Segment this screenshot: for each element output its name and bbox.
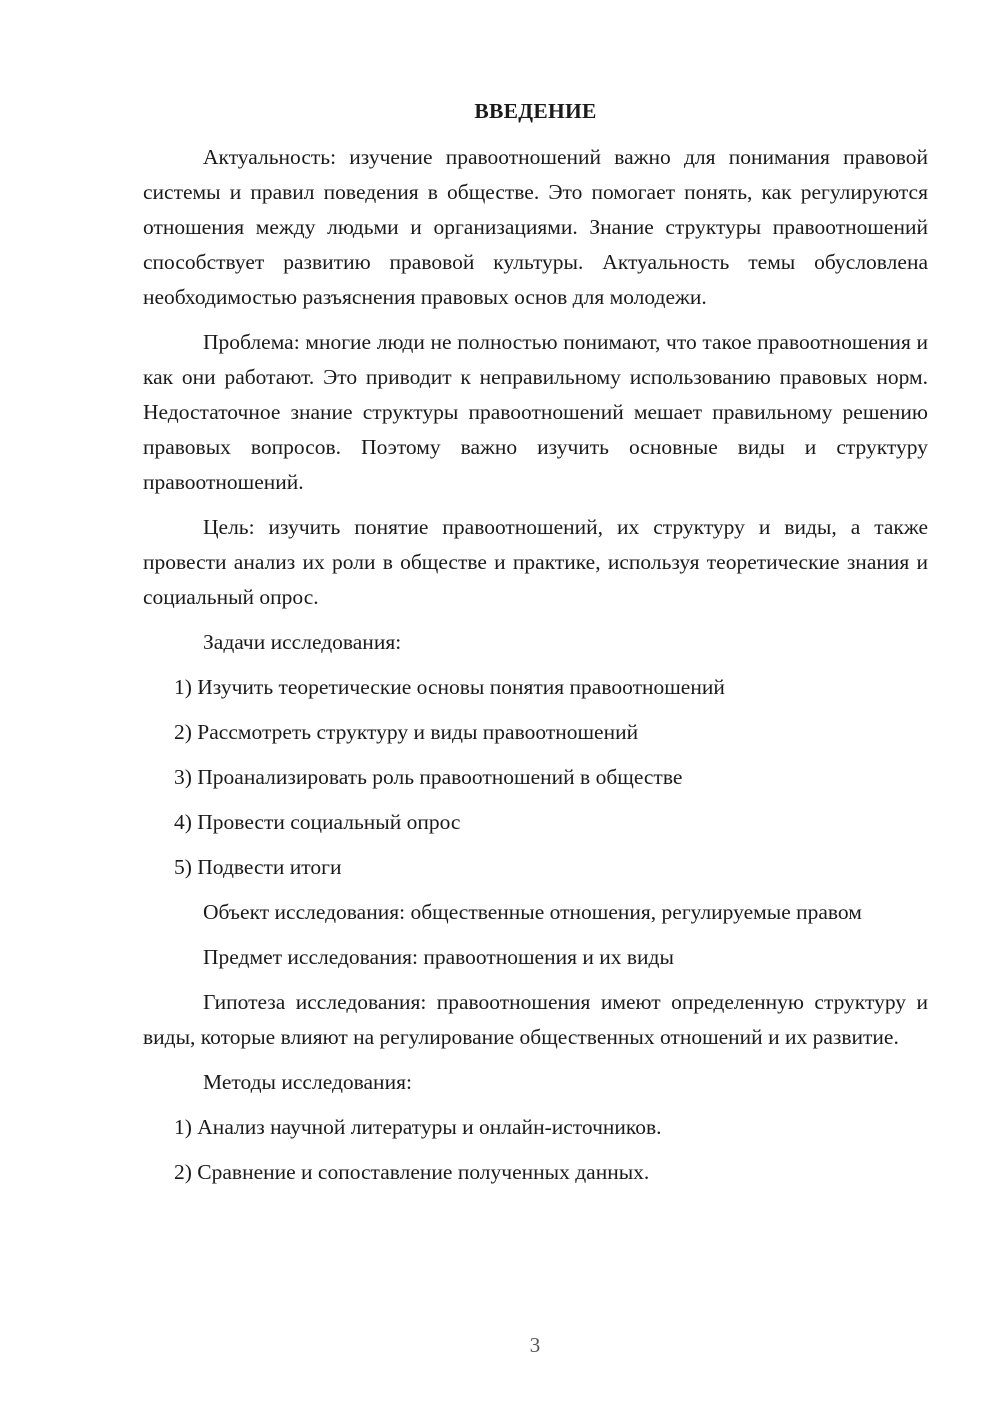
page-title: ВВЕДЕНИЕ (474, 99, 597, 123)
list-item: 1) Изучить теоретические основы понятия правоотношений (174, 675, 725, 699)
methods-list (143, 1110, 928, 1190)
problem-paragraph: Проблема: многие люди не полностью понимают, что такое правоотношения и как они работают. Это приводит к неправильному использованию правовых норм. Недостаточное знание структуры правоотношений мешает правильному решению правовых вопросов. Поэтому важно изучить основные виды и структуру правоотношений. (143, 330, 928, 494)
list-item: 2) Рассмотреть структуру и виды правоотношений (174, 720, 639, 744)
tasks-heading: Задачи исследования: (203, 630, 402, 654)
list-item: 5) Подвести итоги (174, 855, 342, 879)
list-item: 1) Анализ научной литературы и онлайн-источников. (174, 1115, 662, 1139)
relevance-paragraph: Актуальность: изучение правоотношений важно для понимания правовой системы и правил поведения в обществе. Это помогает понять, как регулируются отношения между людьми и организациями. Знание структуры правоотношений способствует развитию правовой культуры. Актуальность темы обусловлена необходимостью разъяснения правовых основ для молодежи. (143, 145, 928, 309)
tasks-list (143, 670, 928, 885)
list-item: 3) Проанализировать роль правоотношений в обществе (174, 765, 683, 789)
list-item: 4) Провести социальный опрос (174, 810, 461, 834)
page-number: 3 (529, 1333, 541, 1357)
document-page (143, 94, 928, 1200)
methods-heading: Методы исследования: (203, 1070, 412, 1094)
list-item: 2) Сравнение и сопоставление полученных данных. (174, 1160, 650, 1184)
goal-paragraph: Цель: изучить понятие правоотношений, их структуру и виды, а также провести анализ их роли в обществе и практике, используя теоретические знания и социальный опрос. (143, 515, 928, 609)
hypothesis-paragraph: Гипотеза исследования: правоотношения имеют определенную структуру и виды, которые влияют на регулирование общественных отношений и их развитие. (143, 990, 928, 1049)
object-paragraph: Объект исследования: общественные отношения, регулируемые правом (203, 900, 862, 924)
subject-paragraph: Предмет исследования: правоотношения и их виды (203, 945, 674, 969)
